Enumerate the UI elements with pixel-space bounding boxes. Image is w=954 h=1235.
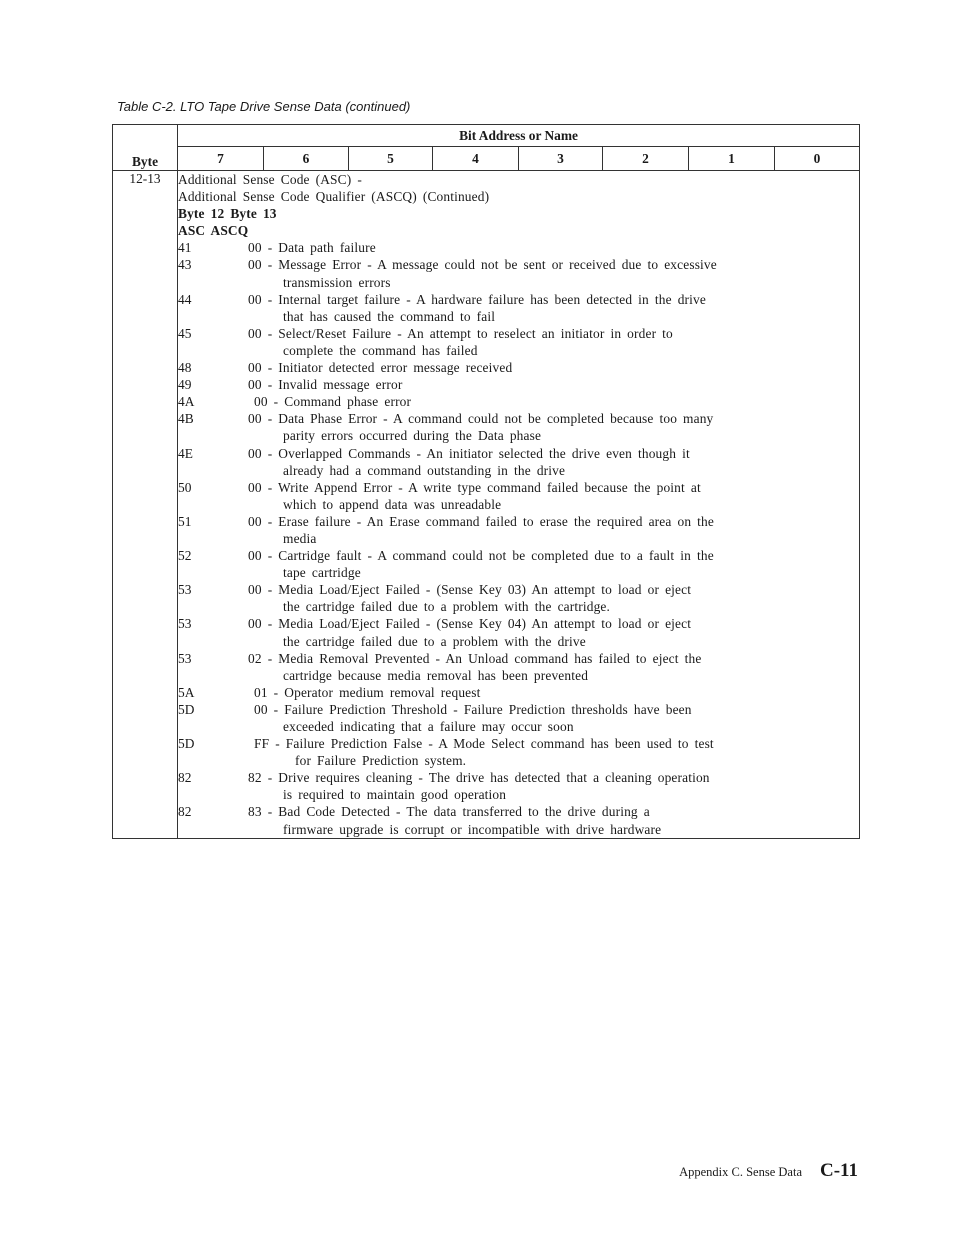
asc-code: 5D (178, 701, 195, 717)
ascq-description (248, 615, 859, 649)
list-item (178, 513, 859, 547)
description-line: 00 - Failure Prediction Threshold - Failure Prediction thresholds have been (248, 701, 692, 717)
list-item (178, 393, 859, 410)
page-number: C-11 (820, 1160, 858, 1181)
ascq-description (248, 803, 859, 837)
asc-code: 52 (178, 548, 192, 564)
bit-3-header: 3 (519, 147, 603, 171)
list-item (178, 376, 859, 393)
bit-2-header: 2 (603, 147, 689, 171)
description-line: 00 - Invalid message error (248, 377, 403, 393)
description-continuation-line: parity errors occurred during the Data phase (283, 428, 542, 444)
asc-code: 53 (178, 650, 192, 666)
ascq-description (248, 393, 859, 410)
description-continuation-line: cartridge because media removal has been prevented (283, 667, 589, 683)
description-continuation-line: already had a command outstanding in the drive (283, 462, 566, 478)
table-row (113, 171, 860, 839)
description-line: 00 - Overlapped Commands - An initiator selected the drive even though it (248, 445, 690, 461)
bit-4-header: 4 (433, 147, 519, 171)
asc-code: 4B (178, 411, 194, 427)
description-line: 00 - Select/Reset Failure - An attempt to reselect an initiator in order to (248, 325, 673, 341)
list-item (178, 410, 859, 444)
bit-address-header: Bit Address or Name (178, 125, 860, 147)
intro-line: Additional Sense Code (ASC) - (178, 172, 362, 187)
description-continuation-line: firmware upgrade is corrupt or incompatible with drive hardware (283, 821, 662, 837)
description-line: 00 - Internal target failure - A hardware failure has been detected in the drive (248, 291, 706, 307)
bit-6-header: 6 (264, 147, 349, 171)
ascq-description (248, 445, 859, 479)
list-item (178, 239, 859, 256)
description-line: 00 - Media Load/Eject Failed - (Sense Key 03) An attempt to load or eject (248, 582, 692, 598)
description-line: 00 - Cartridge fault - A command could not be completed due to a fault in the (248, 548, 714, 564)
description-cell (178, 171, 860, 839)
asc-code: 53 (178, 582, 192, 598)
description-continuation-line: is required to maintain good operation (283, 787, 507, 803)
description-line: 00 - Media Load/Eject Failed - (Sense Key 04) An attempt to load or eject (248, 616, 692, 632)
description-line: 00 - Message Error - A message could not be sent or received due to excessive (248, 257, 717, 273)
asc-code: 44 (178, 291, 192, 307)
asc-code: 4E (178, 445, 193, 461)
ascq-description (248, 410, 859, 444)
description-line: FF - Failure Prediction False - A Mode Select command has been used to test (248, 736, 714, 752)
bit-5-header: 5 (349, 147, 433, 171)
description-continuation-line: for Failure Prediction system. (283, 753, 467, 769)
description-continuation-line: the cartridge failed due to a problem with the drive (283, 633, 586, 649)
description-line: 00 - Initiator detected error message received (248, 360, 513, 376)
list-item (178, 684, 859, 701)
bit-0-header: 0 (775, 147, 860, 171)
ascq-description (248, 547, 859, 581)
asc-code: 53 (178, 616, 192, 632)
asc-code: 82 (178, 804, 192, 820)
ascq-description (248, 376, 859, 393)
description-line: 01 - Operator medium removal request (248, 684, 481, 700)
ascq-description (248, 513, 859, 547)
list-item (178, 291, 859, 325)
asc-code: 41 (178, 240, 192, 256)
asc-code: 82 (178, 770, 192, 786)
subheader-line: Byte 12 Byte 13 (178, 206, 277, 222)
sense-data-table (112, 124, 860, 839)
ascq-description (248, 325, 859, 359)
asc-code: 45 (178, 325, 192, 341)
asc-code: 49 (178, 377, 192, 393)
byte-value-cell: 12-13 (113, 171, 178, 839)
footer-section-title: Appendix C. Sense Data (679, 1165, 802, 1179)
bit-7-header: 7 (178, 147, 264, 171)
ascq-description (248, 650, 859, 684)
list-item (178, 479, 859, 513)
list-item (178, 445, 859, 479)
list-item (178, 735, 859, 769)
list-item (178, 615, 859, 649)
asc-code: 48 (178, 360, 192, 376)
ascq-description (248, 701, 859, 735)
ascq-description (248, 239, 859, 256)
list-item (178, 581, 859, 615)
bit-header-row (113, 147, 860, 171)
list-item (178, 650, 859, 684)
list-item (178, 256, 859, 290)
page-footer (679, 1160, 858, 1182)
description-line: 00 - Command phase error (248, 394, 412, 410)
list-item (178, 359, 859, 376)
ascq-description (248, 581, 859, 615)
list-item (178, 769, 859, 803)
description-line: 00 - Erase failure - An Erase command failed to erase the required area on the (248, 513, 714, 529)
list-item (178, 803, 859, 837)
description-continuation-line: tape cartridge (283, 565, 361, 581)
asc-code: 51 (178, 513, 192, 529)
description-continuation-line: that has caused the command to fail (283, 308, 496, 324)
ascq-description (248, 769, 859, 803)
asc-code: 5D (178, 736, 195, 752)
description-continuation-line: the cartridge failed due to a problem with the cartridge. (283, 599, 611, 615)
list-item (178, 701, 859, 735)
byte-column-header: Byte (113, 125, 178, 171)
table-caption: Table C-2. LTO Tape Drive Sense Data (continued) (117, 99, 411, 114)
ascq-description (248, 256, 859, 290)
bit-1-header: 1 (689, 147, 775, 171)
description-continuation-line: transmission errors (283, 274, 391, 290)
description-line: 83 - Bad Code Detected - The data transferred to the drive during a (248, 804, 650, 820)
subheader-line: ASC ASCQ (178, 223, 249, 239)
ascq-description (248, 359, 859, 376)
ascq-description (248, 735, 859, 769)
description-line: 00 - Data path failure (248, 240, 376, 256)
ascq-description (248, 291, 859, 325)
description-line: 82 - Drive requires cleaning - The drive has detected that a cleaning operation (248, 770, 710, 786)
description-continuation-line: media (283, 530, 317, 546)
description-line: 00 - Data Phase Error - A command could not be completed because too many (248, 411, 714, 427)
asc-code: 43 (178, 257, 192, 273)
asc-code: 4A (178, 394, 195, 410)
ascq-description (248, 479, 859, 513)
description-continuation-line: complete the command has failed (283, 342, 478, 358)
description-line: 00 - Write Append Error - A write type command failed because the point at (248, 479, 701, 495)
list-item (178, 325, 859, 359)
intro-line: Additional Sense Code Qualifier (ASCQ) (Continued) (178, 189, 490, 205)
asc-code: 5A (178, 684, 195, 700)
ascq-description (248, 684, 859, 701)
asc-code: 50 (178, 479, 192, 495)
description-continuation-line: which to append data was unreadable (283, 496, 502, 512)
asc-entry-list (178, 239, 859, 837)
description-continuation-line: exceeded indicating that a failure may occur soon (283, 719, 574, 734)
list-item (178, 547, 859, 581)
description-line: 02 - Media Removal Prevented - An Unload command has failed to eject the (248, 650, 702, 666)
